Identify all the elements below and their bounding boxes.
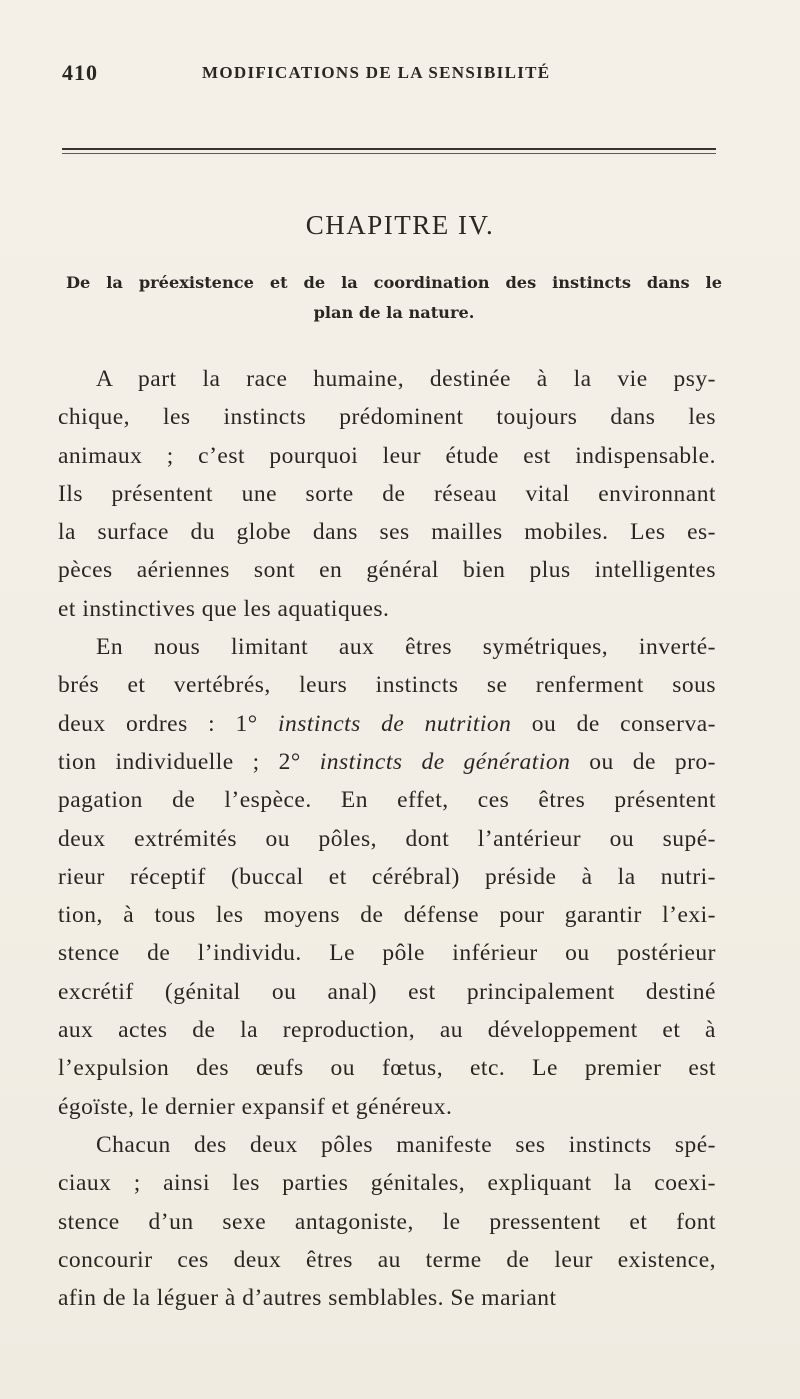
text-run: concourir ces deux êtres au terme de leur existence, <box>58 1246 716 1273</box>
text-line <box>58 743 716 781</box>
text-run: brés et vertébrés, leurs instincts se renferment sous <box>58 672 716 699</box>
header-rule-thick <box>62 148 716 150</box>
paragraph <box>58 1126 716 1317</box>
text-run: chique, les instincts prédominent toujours dans les <box>58 404 716 431</box>
text-line <box>58 628 716 666</box>
text-run: stence de l’individu. Le pôle inférieur ou postérieur <box>58 940 716 967</box>
text-line <box>58 666 716 704</box>
chapter-subtitle-line: plan de la nature. <box>313 303 475 322</box>
text-line <box>58 820 716 858</box>
italic-term: instincts de génération <box>319 748 571 775</box>
text-run: A part la race humaine, destinée à la vie psy- <box>96 366 716 392</box>
text-run: pagation de l’espèce. En effet, ces êtres présentent <box>58 787 716 814</box>
text-line <box>58 1011 716 1049</box>
text-run: tion, à tous les moyens de défense pour garantir l’exi- <box>58 902 716 929</box>
text-run: animaux ; c’est pourquoi leur étude est indispensable. <box>58 442 716 469</box>
text-run: ou de conserva- <box>511 710 716 737</box>
text-line <box>58 934 716 972</box>
text-run: pèces aériennes sont en général bien plus intelligentes <box>58 557 716 584</box>
text-line <box>58 973 716 1011</box>
text-run: En nous limitant aux êtres symétriques, inverté- <box>96 634 716 661</box>
text-run: l’expulsion des œufs ou fœtus, etc. Le premier est <box>58 1055 716 1082</box>
text-run: la surface du globe dans ses mailles mobiles. Les es- <box>58 519 716 546</box>
text-run: Ils présentent une sorte de réseau vital environnant <box>58 480 716 507</box>
text-line <box>58 437 716 475</box>
text-line <box>58 398 716 436</box>
text-run: deux ordres : 1° <box>58 710 278 737</box>
text-line <box>58 1049 716 1087</box>
text-line <box>58 1164 716 1202</box>
chapter-title: CHAPITRE IV. <box>305 210 495 240</box>
text-line <box>58 705 716 743</box>
text-run: Chacun des deux pôles manifeste ses instincts spé- <box>96 1131 716 1158</box>
text-run: excrétif (génital ou anal) est principalement destiné <box>58 978 716 1005</box>
text-line <box>58 1241 716 1279</box>
text-line <box>58 781 716 819</box>
text-line <box>58 1203 716 1241</box>
text-run: deux extrémités ou pôles, dont l’antérieur ou supé- <box>58 825 716 852</box>
paragraph <box>58 360 716 628</box>
italic-term: instincts de nutrition <box>277 710 512 737</box>
body-text <box>58 360 716 1317</box>
text-run: égoïste, le dernier expansif et généreux. <box>58 1093 453 1120</box>
text-line <box>58 551 716 589</box>
text-run: ciaux ; ainsi les parties génitales, expliquant la coexi- <box>58 1170 716 1197</box>
text-line <box>58 360 716 398</box>
text-line <box>58 858 716 896</box>
running-title: MODIFICATIONS DE LA SENSIBILITÉ <box>202 63 551 82</box>
show-through-text <box>60 112 760 140</box>
text-line <box>58 513 716 551</box>
text-run: ou de pro- <box>570 748 716 775</box>
text-run: afin de la léguer à d’autres semblables. Se mariant <box>58 1285 557 1312</box>
chapter-subtitle <box>66 268 722 328</box>
text-run: rieur réceptif (buccal et cérébral) préside à la nutri- <box>58 863 716 890</box>
paragraph <box>58 628 716 1126</box>
header-rule-thin <box>62 153 716 154</box>
show-through-text <box>60 165 760 193</box>
page-number: 410 <box>62 60 98 85</box>
text-run: aux actes de la reproduction, au développement et à <box>58 1017 716 1044</box>
text-line <box>58 896 716 934</box>
text-run: tion individuelle ; 2° <box>58 748 320 775</box>
text-line <box>58 590 716 628</box>
text-run: stence d’un sexe antagoniste, le pressentent et font <box>58 1208 716 1235</box>
text-line <box>58 1126 716 1164</box>
text-line <box>58 1088 716 1126</box>
text-run: et instinctives que les aquatiques. <box>58 595 390 622</box>
running-head <box>62 60 724 90</box>
text-line <box>58 475 716 513</box>
text-line <box>58 1279 716 1317</box>
chapter-subtitle-line: De la préexistence et de la coordination des instincts dans le <box>66 273 722 292</box>
